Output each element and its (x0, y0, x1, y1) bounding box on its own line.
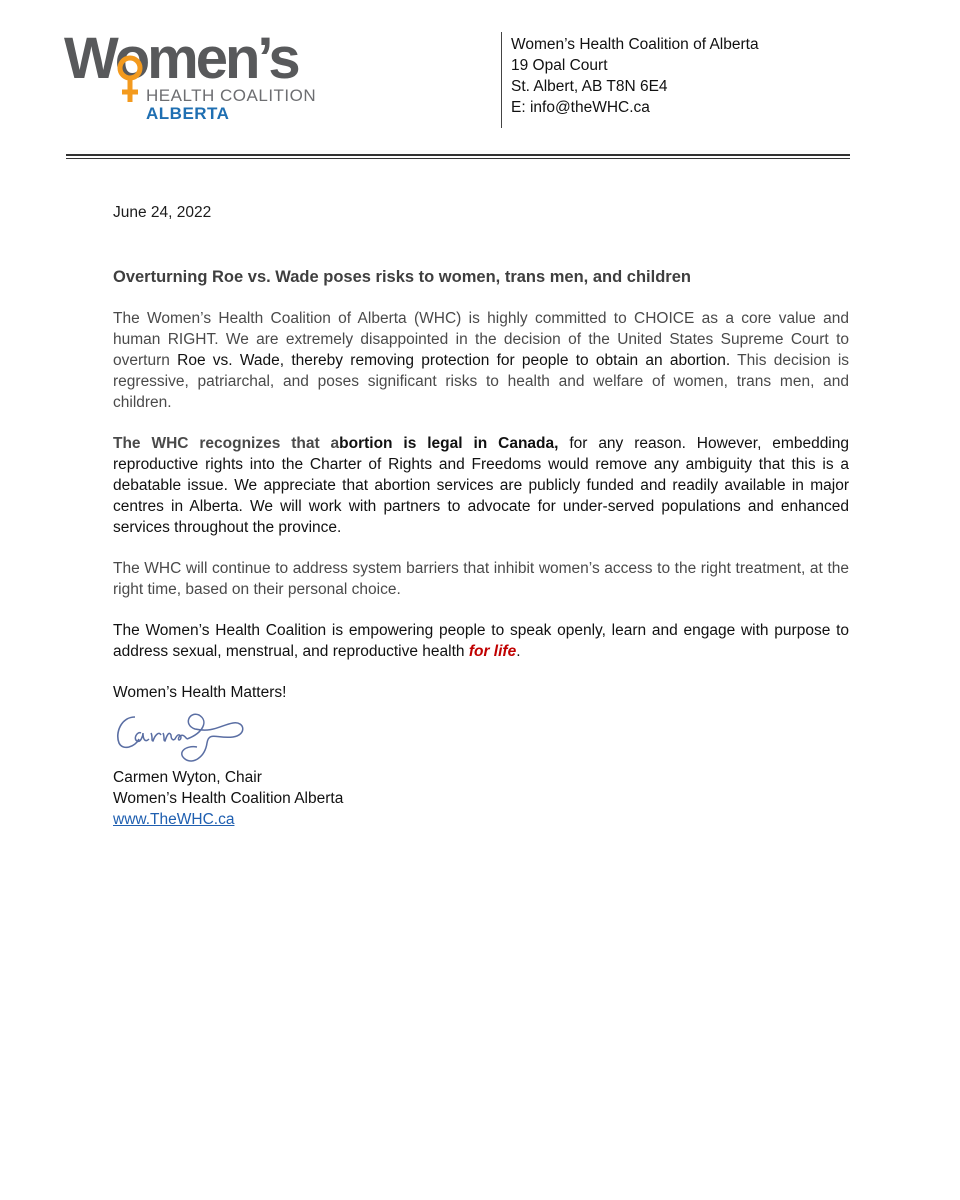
logo-region: ALBERTA (146, 104, 230, 123)
address-email: E: info@theWHC.ca (511, 99, 650, 116)
paragraph-3: The WHC will continue to address system barriers that inhibit women’s access to the right treatment, at the right time, based on their personal choice. (113, 560, 849, 598)
signer-name: Carmen Wyton, Chair (113, 769, 262, 786)
logo-subtitle: HEALTH COALITION (146, 86, 317, 105)
paragraph-2-part-c: for any reason. However, embedding reproductive rights into the Charter of Rights and Freedoms would remove any ambiguity that this is a debatable issue. We appreciate that abortion services are publicly funded and readily available in major centres in Alberta. We will work with partners to advocate for under-served populations and enhanced services throughout the province. (113, 435, 849, 536)
letter-title: Overturning Roe vs. Wade poses risks to women, trans men, and children (113, 268, 691, 286)
paragraph-2 (113, 433, 849, 538)
logo-wordmark: Women’s (64, 26, 298, 91)
signature-image (113, 703, 253, 767)
letter-date: June 24, 2022 (113, 204, 212, 221)
paragraph-4-part-a: The Women’s Health Coalition is empowering people to speak openly, learn and engage with purpose to address sexual, menstrual, and reproductive health (113, 622, 849, 660)
paragraph-1-part-b: Roe vs. Wade, thereby removing protection for people to obtain an abortion. (177, 352, 731, 369)
paragraph-2-part-a: The WHC recognizes that a (113, 435, 340, 452)
signer-org: Women’s Health Coalition Alberta (113, 790, 344, 807)
header-divider (501, 32, 502, 128)
paragraph-4-part-c: . (516, 643, 521, 660)
address-org: Women’s Health Coalition of Alberta (511, 36, 759, 53)
paragraph-4 (113, 620, 849, 662)
address-street: 19 Opal Court (511, 57, 608, 74)
address-city: St. Albert, AB T8N 6E4 (511, 78, 668, 95)
paragraph-4-emphasis: for life (468, 643, 517, 660)
address-block (511, 34, 759, 118)
website-link[interactable]: www.TheWHC.ca (113, 811, 235, 828)
closing-line: Women’s Health Matters! (113, 684, 287, 701)
paragraph-1-part-c: This decision is regressive, patriarchal, and poses significant risks to health and welfare of women, trans men, and children. (113, 352, 850, 411)
whc-logo (64, 26, 354, 130)
paragraph-1 (113, 308, 849, 413)
letter-body (113, 202, 849, 830)
venus-symbol-icon (116, 48, 144, 106)
paragraph-2-part-b: bortion is legal in Canada, (339, 435, 559, 452)
header-rule (66, 154, 850, 159)
paragraph-1-part-a: The Women’s Health Coalition of Alberta (WHC) is highly committed to CHOICE as a core value and human RIGHT. We are extremely disappointed in the decision of the United States Supreme Court to overturn (113, 310, 849, 369)
